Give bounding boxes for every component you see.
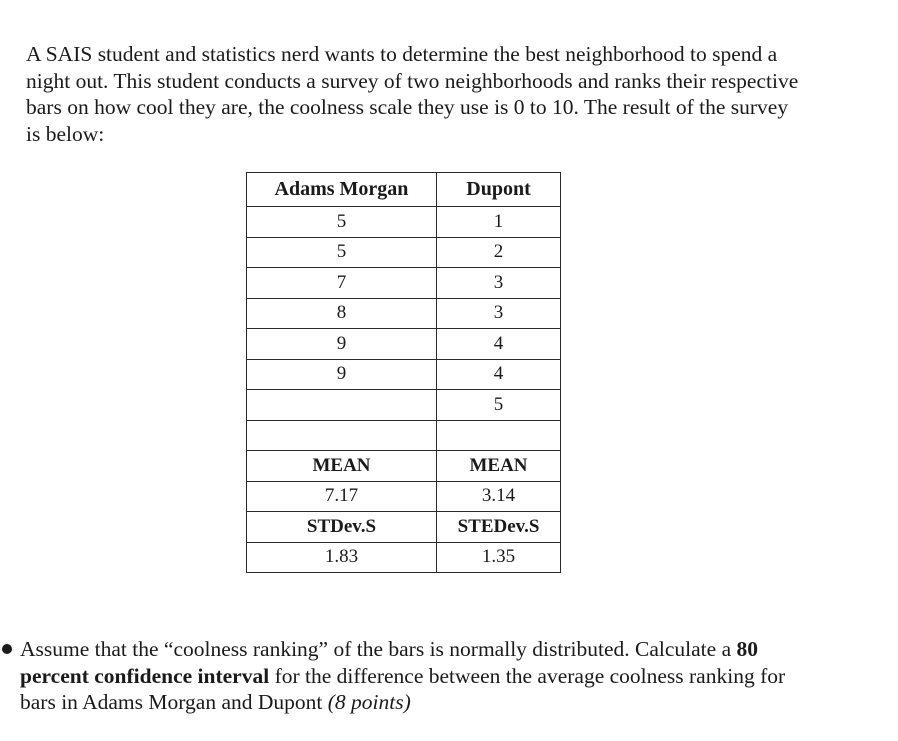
summary-label-row: [247, 451, 561, 482]
table-row: [247, 268, 561, 299]
intro-paragraph: [26, 41, 876, 147]
mean-value: 3.14: [437, 481, 561, 512]
intro-line: night out. This student conducts a survey of two neighborhoods and ranks their respective: [26, 68, 799, 93]
mean-label: MEAN: [247, 451, 437, 482]
question-line: [20, 636, 880, 663]
question-emphasis: percent confidence interval: [20, 663, 270, 688]
table-header-row: [247, 173, 561, 207]
table-row: [247, 359, 561, 390]
stdev-value: 1.35: [437, 542, 561, 573]
mean-label: MEAN: [437, 451, 561, 482]
table-cell: 5: [247, 237, 437, 268]
question-text: Assume that the “coolness ranking” of the bars is normally distributed. Calculate a: [20, 637, 737, 661]
header-dupont: Dupont: [437, 173, 561, 207]
table-row: [247, 390, 561, 421]
table-cell: 7: [247, 268, 437, 299]
intro-line: A SAIS student and statistics nerd wants to determine the best neighborhood to spend a: [26, 42, 778, 66]
header-adams-morgan: Adams Morgan: [247, 173, 437, 207]
question-text: for the difference between the average coolness ranking for: [269, 663, 786, 688]
summary-value-row: [247, 542, 561, 573]
table-cell: 5: [247, 207, 437, 238]
table-cell: [437, 420, 561, 451]
table-cell: 9: [247, 359, 437, 390]
table-cell: [247, 390, 437, 421]
table-cell: 9: [247, 329, 437, 360]
table-cell: [247, 420, 437, 451]
table-row: [247, 298, 561, 329]
table-cell: 4: [437, 359, 561, 390]
table-cell: 4: [437, 329, 561, 360]
stdev-value: 1.83: [247, 542, 437, 573]
question-paragraph: [20, 636, 880, 716]
table-row: [247, 420, 561, 451]
table-row: [247, 329, 561, 360]
question-line: [20, 663, 880, 690]
summary-value-row: [247, 481, 561, 512]
question-text: bars in Adams Morgan and Dupont: [20, 690, 328, 714]
question-line: [20, 689, 880, 716]
stdev-label: STEDev.S: [437, 512, 561, 543]
intro-line: is below:: [26, 121, 105, 146]
table-cell: 5: [437, 390, 561, 421]
table-cell: 3: [437, 298, 561, 329]
survey-table: [246, 172, 561, 573]
mean-value: 7.17: [247, 481, 437, 512]
table-row: [247, 207, 561, 238]
table-cell: 2: [437, 237, 561, 268]
table-cell: 3: [437, 268, 561, 299]
table-cell: 1: [437, 207, 561, 238]
summary-label-row: [247, 512, 561, 543]
intro-line: bars on how cool they are, the coolness scale they use is 0 to 10. The result of the survey: [26, 95, 789, 119]
points-note: (8 points): [327, 690, 411, 714]
question-emphasis: 80: [736, 637, 758, 661]
table-row: [247, 237, 561, 268]
table-cell: 8: [247, 298, 437, 329]
stdev-label: STDev.S: [247, 512, 437, 543]
bullet-icon: [2, 644, 12, 654]
